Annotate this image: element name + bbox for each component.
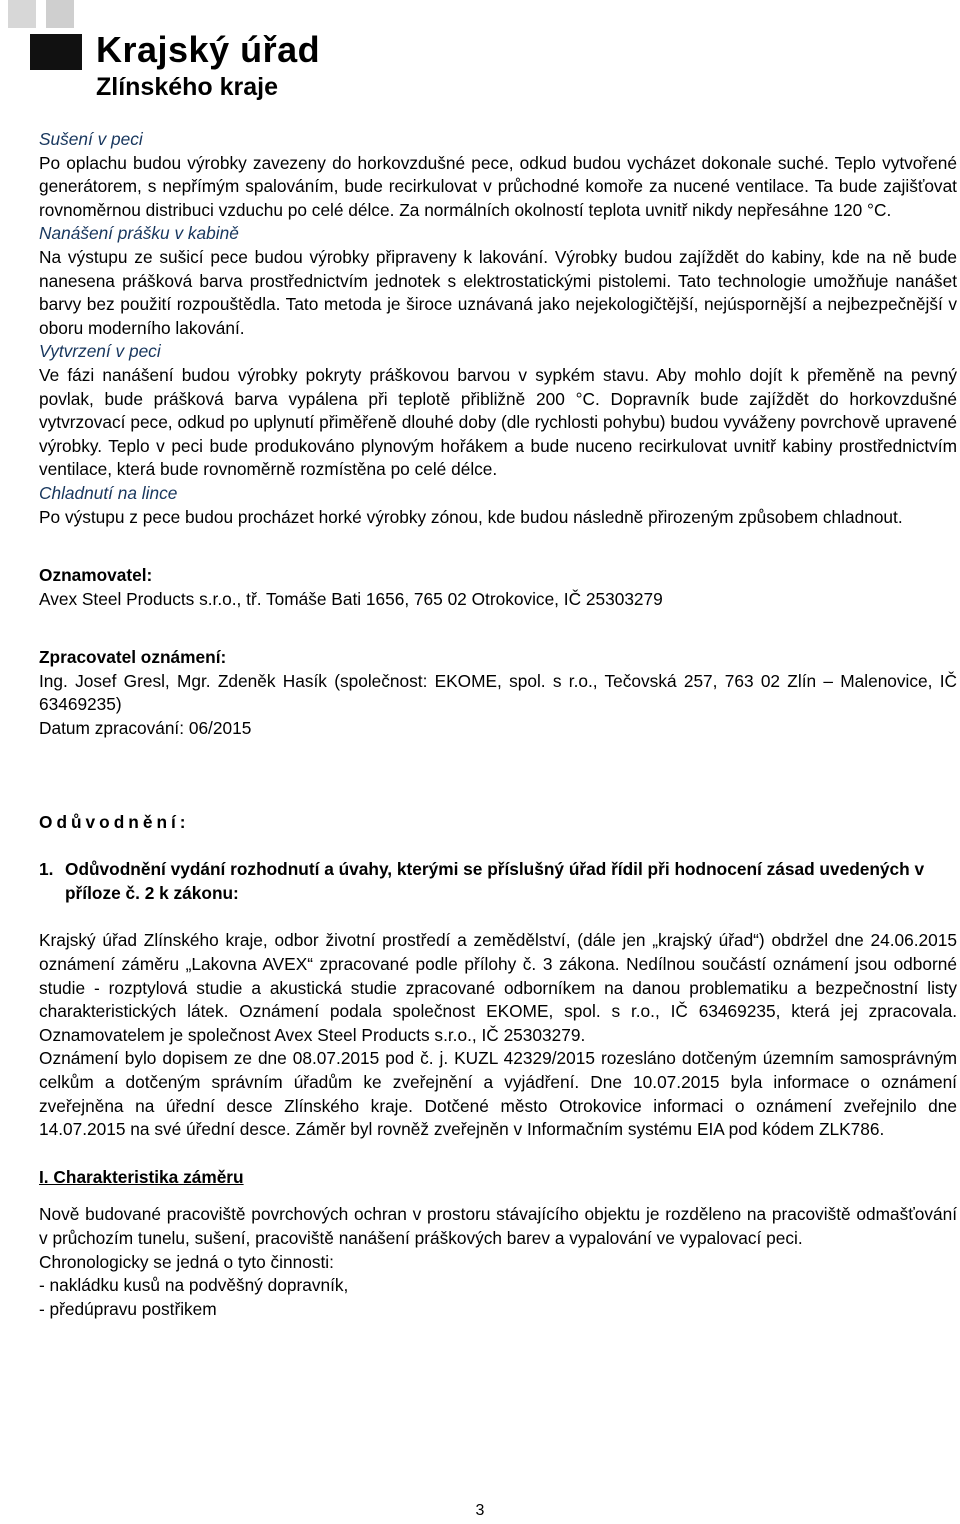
justification-heading: Odůvodnění: [39, 811, 190, 832]
notifier-label: Oznamovatel: [39, 565, 153, 586]
logo-title: Krajský úřad [96, 29, 321, 70]
cooling-heading: Chladnutí na lince [39, 482, 178, 503]
processor-text: Ing. Josef Gresl, Mgr. Zdeněk Hasík (společnost: EKOME, spol. s r.o., Tečovská 257, 763 02 Zlín – Malenovice, IČ 63469235) [39, 670, 957, 715]
logo-square-light-2 [46, 0, 74, 28]
drying-text: Po oplachu budou výrobky zavezeny do horkovzdušné pece, odkud budou vycházet dokonale suché. Teplo vytvořené generátorem, s nepřímým spalováním, bude recirkulovat v průchodné komoře za nucené ventilace. Ta bude zajišťovat rovnoměrnou distribuci vzduchu po celé délce. Za normálních okolností teplota uvnitř nikdy nepřesáhne 120 °C. [39, 152, 957, 220]
processor-label: Zpracovatel oznámení: [39, 647, 227, 668]
characteristics-heading: I. Charakteristika záměru [39, 1166, 244, 1187]
processing-date: Datum zpracování: 06/2015 [39, 718, 252, 739]
characteristics-para-1: Nově budované pracoviště povrchových ochran v prostoru stávajícího objektu je rozděleno na pracoviště odmašťování v průchozím tunelu, sušení, pracoviště nanášení práškových barev a vypalování ve vypalovací peci. [39, 1204, 957, 1248]
document-body [39, 128, 957, 1321]
page-number: 3 [475, 1502, 485, 1519]
logo-square-dark [30, 34, 82, 70]
logo-subtitle: Zlínského kraje [96, 73, 279, 101]
item-number: 1. [39, 859, 54, 880]
drying-heading: Sušení v peci [39, 129, 143, 149]
list-item: - nakládku kusů na podvěšný dopravník, [39, 1275, 349, 1296]
list-item: - předúpravu postřikem [39, 1298, 217, 1319]
curing-text: Ve fázi nanášení budou výrobky pokryty práškovou barvou v sypkém stavu. Aby mohlo dojít k přeměně na pevný povlak, bude prášková barva vypálena při teplotě přibližně 200 °C. Dopravník bude zajíždět do horkovzdušné vytvrzovací pece, odkud po uplynutí přiměřeně dlouhé doby (dle rychlosti pohybu) budou vyváženy povrchově upravené výrobky. Teplo v peci bude produkováno plynovým hořákem a bude nuceno recirkulovat uvnitř kabiny prostřednictvím ventilace, která bude rovnoměrně rozmístěna po celé délce. [39, 364, 957, 480]
powder-heading: Nanášení prášku v kabině [39, 223, 239, 244]
notifier-text: Avex Steel Products s.r.o., tř. Tomáše Bati 1656, 765 02 Otrokovice, IČ 25303279 [39, 588, 663, 609]
characteristics-para-2: Chronologicky se jedná o tyto činnosti: [39, 1251, 334, 1272]
item-title: Odůvodnění vydání rozhodnutí a úvahy, kterými se příslušný úřad řídil při hodnocení zásad uvedených v příloze č. 2 k zákonu: [65, 859, 925, 903]
curing-heading: Vytvrzení v peci [39, 341, 161, 362]
justification-para-2: Oznámení bylo dopisem ze dne 08.07.2015 pod č. j. KUZL 42329/2015 rozesláno dotčeným územním samosprávným celkům a dotčeným správním úřadům ke zveřejnění a vyjádření. Dne 10.07.2015 byla informace o oznámení zveřejněna na úřední desce Zlínského kraje. Dotčené město Otrokovice informaci o oznámení zveřejnilo dne 14.07.2015 na své úřední desce. Záměr byl rovněž zveřejněn v Informačním systému EIA pod kódem ZLK786. [39, 1048, 957, 1140]
justification-para-1: Krajský úřad Zlínského kraje, odbor životní prostředí a zemědělství, (dále jen „krajský úřad“) obdržel dne 24.06.2015 oznámení záměru „Lakovna AVEX“ zpracované podle přílohy č. 3 zákona. Nedílnou součástí oznámení jsou odborné studie - rozptylová studie a akustická studie zpracované odborníkem na danou problematiku a bezpečnostní listy charakteristických látek. Oznámení podala společnost EKOME, spol. s r.o., IČ 63469235, která jej zpracovala. Oznamovatelem je společnost Avex Steel Products s.r.o., IČ 25303279. [39, 930, 957, 1045]
logo-square-light [8, 0, 36, 28]
logo [8, 0, 321, 110]
justification-item [39, 858, 957, 905]
cooling-text: Po výstupu z pece budou procházet horké výrobky zónou, kde budou následně přirozeným způsobem chladnout. [39, 506, 903, 527]
powder-text: Na výstupu ze sušicí pece budou výrobky připraveny k lakování. Výrobky budou zajíždět do kabiny, kde na ně bude nanesena prášková barva prostřednictvím jednotek s elektrostatickými pistolemi. Tato technologie umožňuje nanášet barvy bez použití rozpouštědla. Tato metoda je široce uznávaná jako nejekologičtější, nejúspornější a nejbezpečnější v oboru moderního lakování. [39, 246, 957, 338]
